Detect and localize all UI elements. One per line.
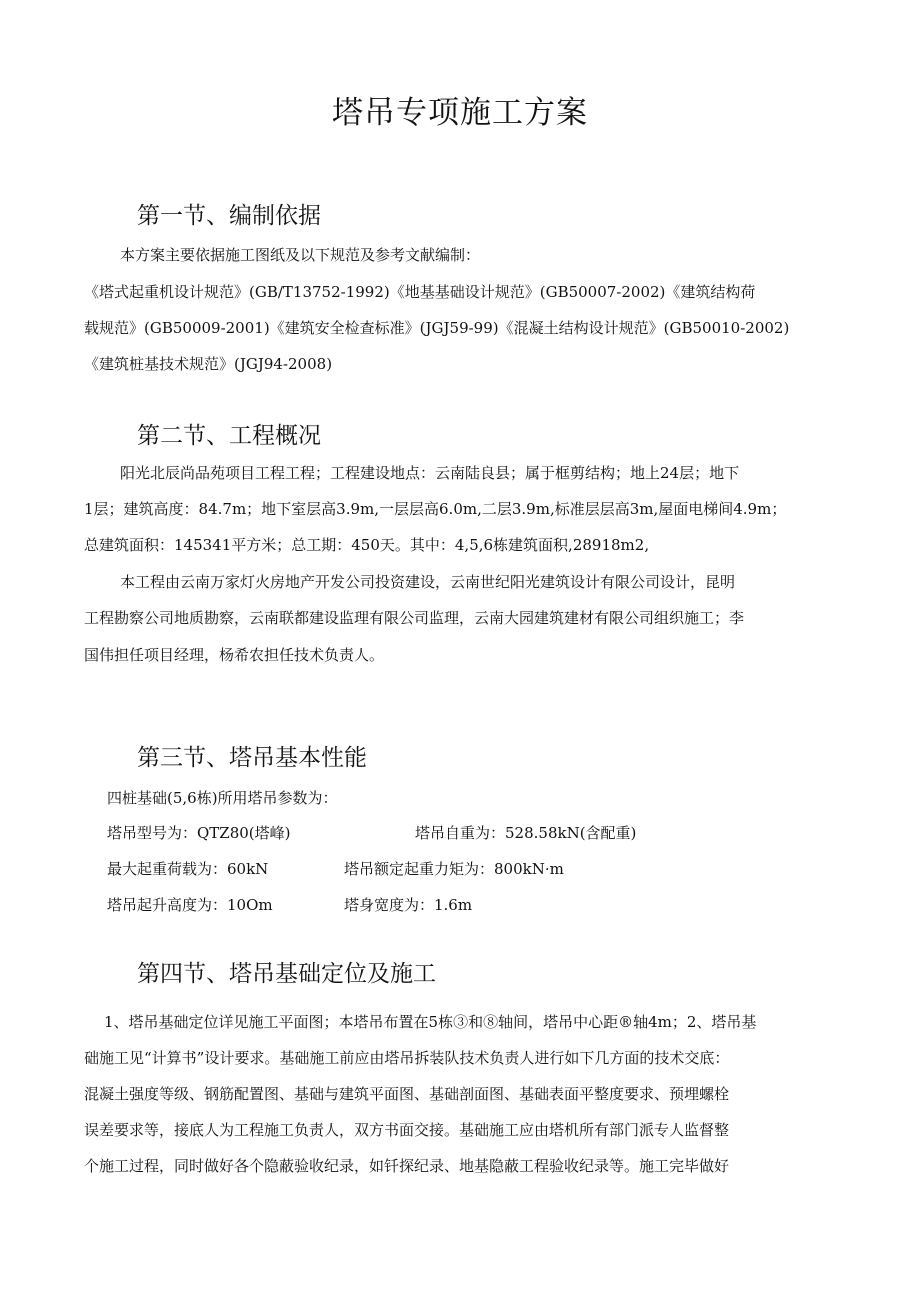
section2-heading: 第二节、工程概况 bbox=[137, 423, 321, 449]
param-rated-moment: 塔吊额定起重力矩为：800kN·m bbox=[344, 860, 564, 878]
section2-para1-line-1: 阳光北辰尚品苑项目工程工程；工程建设地点：云南陆良县；属于框剪结构；地上24层；地下 bbox=[120, 464, 740, 482]
section1-intro: 本方案主要依据施工图纸及以下规范及参考文献编制： bbox=[120, 246, 481, 264]
section4-line-1: 1、塔吊基础定位详见施工平面图；本塔吊布置在5栋③和⑧轴间，塔吊中心距®轴4m；2、塔吊基 bbox=[104, 1013, 757, 1031]
section1-line-3: 《建筑桩基技术规范》(JGJ94-2008) bbox=[84, 355, 333, 373]
param-lift-height: 塔吊起升高度为：10Om bbox=[107, 896, 273, 914]
section3-intro: 四桩基础(5,6栋)所用塔吊参数为： bbox=[107, 789, 338, 807]
section4-line-4: 误差要求等，接底人为工程施工负责人，双方书面交接。基础施工应由塔机所有部门派专人监督整 bbox=[84, 1121, 730, 1139]
section2-para2-line-1: 本工程由云南万家灯火房地产开发公司投资建设，云南世纪阳光建筑设计有限公司设计，昆明 bbox=[120, 573, 736, 591]
section2-para1-line-2: 1层；建筑高度：84.7m；地下室层高3.9m,一层层高6.0m,二层3.9m,标准层层高3m,屋面电梯间4.9m； bbox=[84, 500, 787, 518]
section2-para2-line-3: 国伟担任项目经理，杨希农担任技术负责人。 bbox=[84, 646, 385, 664]
section2-para2-line-2: 工程勘察公司地质勘察，云南联都建设监理有限公司监理，云南大园建筑建材有限公司组织施工；李 bbox=[84, 609, 745, 627]
section1-line-2: 载规范》(GB50009-2001)《建筑安全检查标准》(JGJ59-99)《混凝土结构设计规范》(GB50010-2002) bbox=[84, 319, 790, 337]
param-max-load: 最大起重荷载为：60kN bbox=[107, 860, 269, 878]
param-model: 塔吊型号为：QTZ80(塔峰) bbox=[107, 824, 291, 842]
section1-heading: 第一节、编制依据 bbox=[137, 203, 321, 229]
param-body-width: 塔身宽度为：1.6m bbox=[344, 896, 473, 914]
section4-line-5: 个施工过程，同时做好各个隐蔽验收纪录，如钎探纪录、地基隐蔽工程验收纪录等。施工完毕做好 bbox=[84, 1157, 730, 1175]
section3-heading: 第三节、塔吊基本性能 bbox=[137, 745, 367, 771]
section1-line-1: 《塔式起重机设计规范》(GB/T13752-1992)《地基基础设计规范》(GB50007-2002)《建筑结构荷 bbox=[84, 283, 756, 301]
param-self-weight: 塔吊自重为：528.58kN(含配重) bbox=[415, 824, 637, 842]
document-title: 塔吊专项施工方案 bbox=[332, 95, 588, 131]
section4-heading: 第四节、塔吊基础定位及施工 bbox=[137, 961, 436, 987]
section2-para1-line-3: 总建筑面积：145341平方米；总工期：450天。其中：4,5,6栋建筑面积,28918m2, bbox=[84, 536, 650, 554]
section4-line-3: 混凝土强度等级、钢筋配置图、基础与建筑平面图、基础剖面图、基础表面平整度要求、预埋螺栓 bbox=[84, 1085, 730, 1103]
section4-line-2: 础施工见“计算书”设计要求。基础施工前应由塔吊拆装队技术负责人进行如下几方面的技术交底： bbox=[84, 1049, 730, 1067]
